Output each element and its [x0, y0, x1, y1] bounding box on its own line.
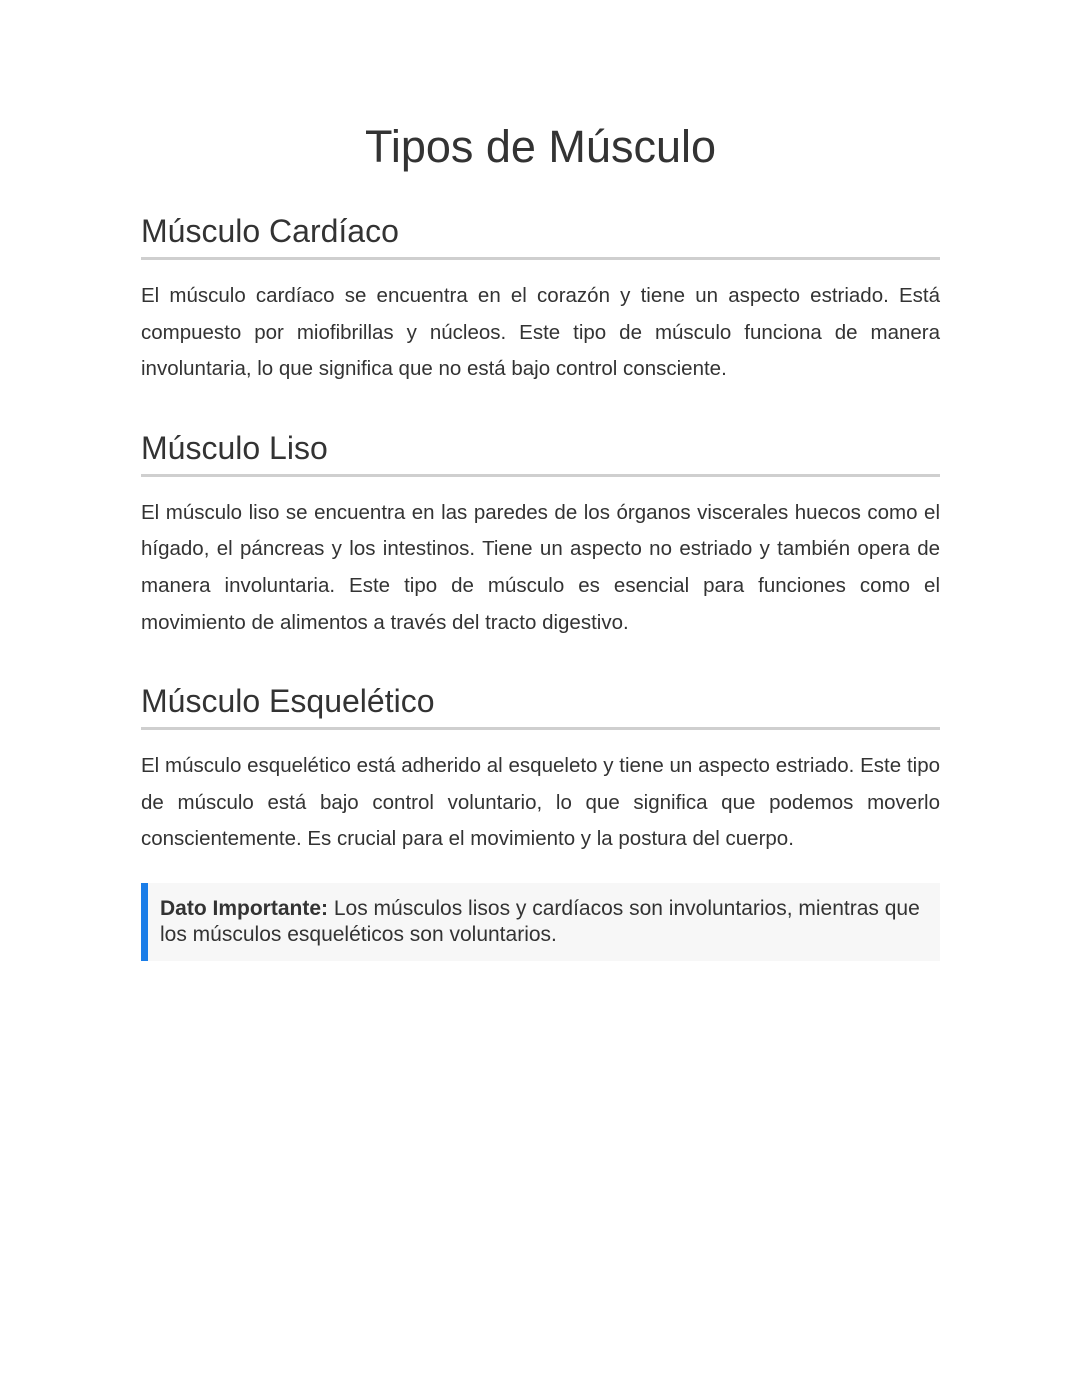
callout-label: Dato Importante:	[160, 896, 328, 920]
section-body: El músculo liso se encuentra en las paredes de los órganos viscerales huecos como el hígado, el páncreas y los intestinos. Tiene un aspecto no estriado y también opera de manera involuntaria. Este tipo de músculo es esencial para funciones como el movimiento de alimentos a través del tracto digestivo.	[141, 500, 940, 634]
section-cardiac	[141, 211, 940, 388]
section-smooth	[141, 428, 940, 641]
section-body: El músculo esquelético está adherido al esqueleto y tiene un aspecto estriado. Este tipo de músculo está bajo control voluntario, lo que significa que podemos moverlo conscientemente. Es crucial para el movimiento y la postura del cuerpo.	[141, 754, 940, 851]
section-heading: Músculo Liso	[141, 428, 940, 477]
important-fact-callout	[141, 883, 940, 961]
section-heading: Músculo Cardíaco	[141, 211, 940, 260]
section-heading: Músculo Esquelético	[141, 681, 940, 730]
section-body: El músculo cardíaco se encuentra en el corazón y tiene un aspecto estriado. Está compuesto por miofibrillas y núcleos. Este tipo de músculo funciona de manera involuntaria, lo que significa que no está bajo control consciente.	[141, 284, 940, 381]
page-title: Tipos de Músculo	[365, 121, 716, 172]
document-page	[141, 119, 940, 961]
callout-text: Los músculos lisos y cardíacos son involuntarios, mientras que los músculos esqueléticos son voluntarios.	[160, 896, 920, 946]
section-skeletal	[141, 681, 940, 858]
